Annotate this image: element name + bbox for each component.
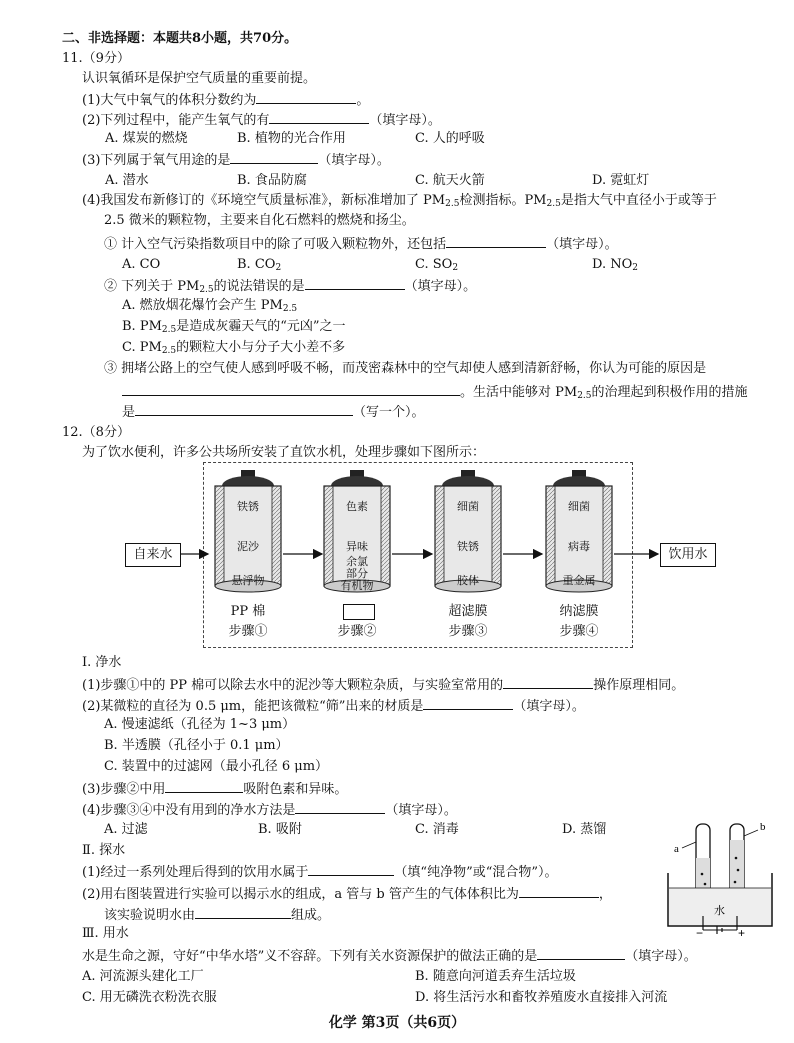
part3-title: Ⅲ. 用水 — [82, 926, 129, 941]
cyl4-step: 步骤④ — [559, 624, 599, 639]
q11-c2-opt-a: A. 燃放烟花爆竹会产生 $PM_{2.5}$ — [122, 298, 298, 314]
drinking-water-box: 饮用水 — [660, 543, 716, 567]
answer-blank[interactable] — [537, 946, 625, 960]
p2-s2: (2)用右图装置进行实验可以揭示水的组成，a 管与 b 管产生的气体体积比为 ， — [82, 884, 612, 904]
cyl3-step: 步骤③ — [448, 624, 488, 639]
q11-s4-line2: 2.5 微米的颗粒物，主要来自化石燃料的燃烧和扬尘。 — [104, 213, 415, 228]
cyl4-label-1: 细菌 — [568, 500, 590, 513]
cyl2-label-2: 异味 — [346, 540, 368, 553]
q11-s4-line1: (4)我国发布新修订的《环境空气质量标准》，新标准增加了 $PM_{2.5}$检测指标。$PM_{2.5}$是指大气中直径小于或等于 — [82, 193, 717, 209]
cyl4-label-2: 病毒 — [568, 540, 590, 553]
p2-s1: (1)经过一系列处理后得到的饮用水属于 （填“纯净物”或“混合物”）。 — [82, 862, 558, 882]
p1-s4-opt-b: B. 吸附 — [258, 822, 302, 837]
p1-s4-opt-c: C. 消毒 — [415, 822, 459, 837]
electrolysis-apparatus — [660, 818, 780, 938]
q11-s3: (3)下列属于氧气用途的是 （填字母）。 — [82, 150, 390, 170]
cyl2-name-blank[interactable] — [343, 604, 375, 620]
answer-blank[interactable] — [195, 905, 291, 919]
cyl2-step: 步骤② — [337, 624, 377, 639]
p1-s1: (1)步骤①中的 PP 棉可以除去水中的泥沙等大颗粒杂质，与实验室常用的 操作原理相同。 — [82, 675, 684, 695]
q11-c3-line3: 是 （写一个）。 — [122, 402, 425, 422]
answer-blank[interactable] — [423, 696, 513, 710]
tap-water-box: 自来水 — [125, 543, 181, 567]
q11-s3-opt-c: C. 航天火箭 — [415, 173, 485, 188]
p3-opt-a: A. 河流源头建化工厂 — [82, 969, 204, 984]
q11-s1: (1)大气中氧气的体积分数约为 。 — [82, 90, 369, 110]
q12-number: 12.（8分） — [62, 425, 130, 440]
cyl4-label-3: 重金属 — [562, 574, 596, 587]
answer-blank[interactable] — [295, 800, 385, 814]
cyl2-label-5: 有机物 — [340, 579, 374, 592]
p3-opt-b: B. 随意向河道丢弃生活垃圾 — [415, 969, 576, 984]
water-label: 水 — [714, 904, 725, 917]
page-footer: 化学 第3页（共6页） — [328, 1015, 466, 1031]
cyl4-name: 纳滤膜 — [559, 604, 599, 619]
p1-s2-opt-b: B. 半透膜（孔径小于 0.1 μm） — [104, 738, 289, 753]
cyl1-label-2: 泥沙 — [237, 540, 259, 553]
section-title: 二、非选择题：本题共8小题，共70分。 — [62, 31, 298, 46]
answer-blank[interactable] — [503, 675, 593, 689]
cyl3-name: 超滤膜 — [448, 604, 488, 619]
answer-blank[interactable] — [519, 884, 599, 898]
cyl2-label-3: 余氯 — [346, 555, 368, 568]
q12-intro: 为了饮水便利，许多公共场所安装了直饮水机，处理步骤如下图所示： — [82, 445, 486, 460]
minus-label: − — [696, 926, 704, 940]
part2-title: Ⅱ. 探水 — [82, 843, 126, 858]
cyl1-name: PP 棉 — [230, 604, 266, 619]
q11-number: 11.（9分） — [62, 51, 130, 66]
p3-opt-c: C. 用无磷洗衣粉洗衣服 — [82, 990, 217, 1005]
tube-b-label: b — [760, 821, 766, 833]
tube-a-label: a — [674, 843, 679, 855]
p3-s1: 水是生命之源，守好“中华水塔”义不容辞。下列有关水资源保护的做法正确的是 （填字母）。 — [82, 946, 697, 966]
q11-s3-opt-b: B. 食品防腐 — [237, 173, 307, 188]
q11-c2: ② 下列关于 $PM_{2.5}$的说法错误的是 （填字母）。 — [104, 276, 476, 299]
cyl3-label-1: 细菌 — [457, 500, 479, 513]
q11-c1-opt-d: D. $NO_2$ — [592, 257, 638, 273]
cyl3-label-2: 铁锈 — [457, 540, 479, 553]
cyl1-step: 步骤① — [228, 624, 268, 639]
q11-c2-opt-b: B. $PM_{2.5}$是造成灰霾天气的“元凶”之一 — [122, 319, 346, 335]
q11-c1-opt-b: B. $CO_2$ — [237, 257, 282, 273]
q11-s3-opt-d: D. 霓虹灯 — [592, 173, 650, 188]
q11-c3-line2: 。生活中能够对 $PM_{2.5}$的治理起到积极作用的措施 — [122, 382, 748, 405]
cyl2-label-1: 色素 — [346, 500, 368, 513]
p1-s4-opt-a: A. 过滤 — [104, 822, 148, 837]
p1-s4-opt-d: D. 蒸馏 — [562, 822, 607, 837]
cyl1-label-1: 铁锈 — [237, 500, 259, 513]
q11-c1-opt-a: A. CO — [122, 257, 161, 272]
p2-s2-line2: 该实验说明水由 组成。 — [104, 905, 330, 925]
p1-s4: (4)步骤③④中没有用到的净水方法是 （填字母）。 — [82, 800, 457, 820]
p3-opt-d: D. 将生活污水和畜牧养殖废水直接排入河流 — [415, 990, 668, 1005]
q11-s2-opt-b: B. 植物的光合作用 — [237, 131, 346, 146]
p1-s2: (2)某微粒的直径为 0.5 μm，能把该微粒“筛”出来的材质是 （填字母）。 — [82, 696, 585, 716]
q11-c1: ① 计入空气污染指数项目中的除了可吸入颗粒物外，还包括 （填字母）。 — [104, 234, 618, 254]
q11-s2: (2)下列过程中，能产生氧气的有 （填字母）。 — [82, 110, 441, 130]
q11-c1-opt-c: C. $SO_2$ — [415, 257, 459, 273]
p1-s2-opt-a: A. 慢速滤纸（孔径为 1~3 μm） — [104, 717, 296, 732]
answer-blank[interactable] — [165, 779, 243, 793]
plus-label: + — [738, 926, 746, 940]
cyl3-label-3: 胶体 — [457, 574, 479, 587]
part1-title: Ⅰ. 净水 — [82, 655, 122, 670]
q11-c2-opt-c: C. $PM_{2.5}$的颗粒大小与分子大小差不多 — [122, 340, 346, 356]
q11-s2-opt-c: C. 人的呼吸 — [415, 131, 485, 146]
cyl1-label-3: 悬浮物 — [231, 574, 265, 587]
q11-c3: ③ 拥堵公路上的空气使人感到呼吸不畅，而茂密森林中的空气却使人感到清新舒畅，你认为可能的原因是 — [104, 361, 707, 376]
q11-s2-opt-a: A. 煤炭的燃烧 — [105, 131, 188, 146]
answer-blank[interactable] — [308, 862, 394, 876]
cyl2-label-4: 部分 — [346, 567, 368, 580]
p1-s3: (3)步骤②中用 吸附色素和异味。 — [82, 779, 347, 799]
q11-intro: 认识氧循环是保护空气质量的重要前提。 — [82, 71, 317, 86]
q11-s3-opt-a: A. 潜水 — [105, 173, 149, 188]
p1-s2-opt-c: C. 装置中的过滤网（最小孔径 6 μm） — [104, 759, 329, 774]
